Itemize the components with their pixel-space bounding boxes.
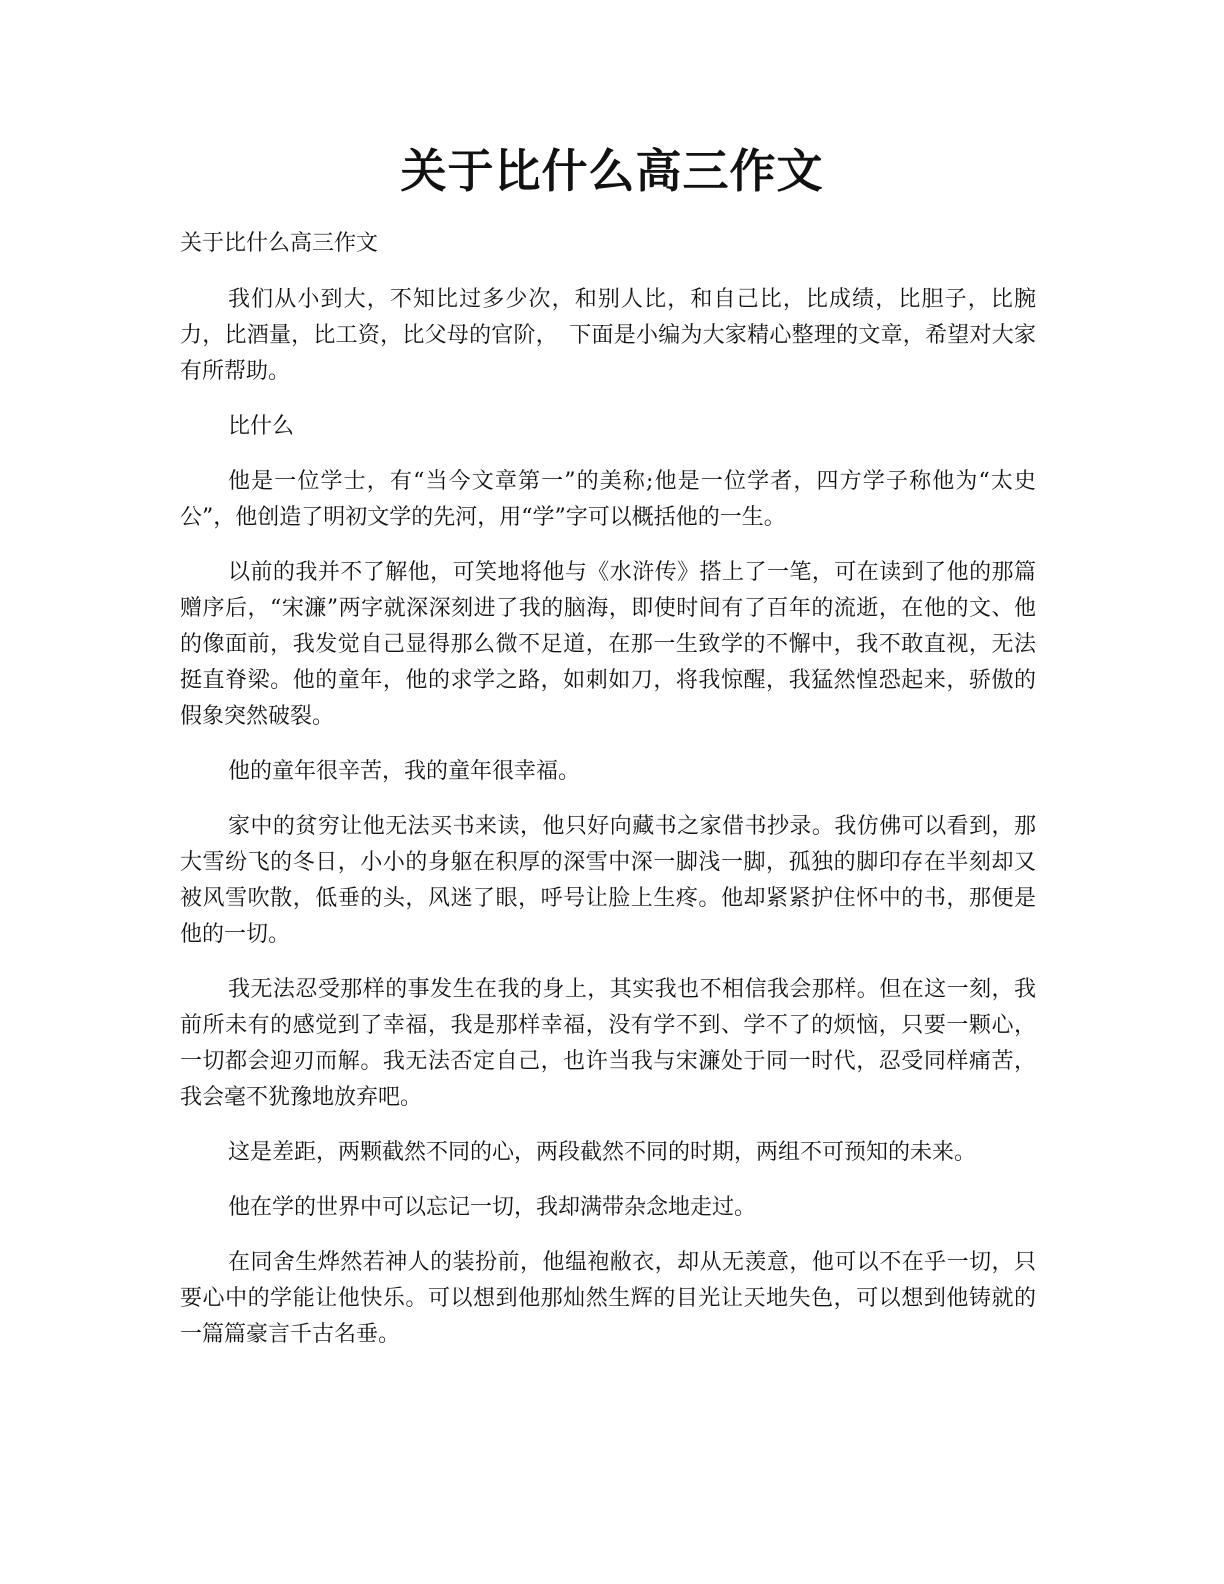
document-title: 关于比什么高三作文 — [400, 144, 824, 198]
document-body — [180, 226, 1036, 1372]
paragraph: 这是差距，两颗截然不同的心，两段截然不同的时期，两组不可预知的未来。 — [228, 1140, 977, 1165]
paragraph: 他在学的世界中可以忘记一切，我却满带杂念地走过。 — [228, 1195, 757, 1220]
paragraph: 他的童年很辛苦，我的童年很幸福。 — [228, 759, 581, 784]
paragraph-heading: 比什么 — [228, 414, 295, 439]
paragraph-intro: 我们从小到大，不知比过多少次，和别人比，和自己比，比成绩，比胆子，比腕力，比酒量，比工资，比父母的官阶， 下面是小编为大家精心整理的文章，希望对大家有所帮助。 — [180, 287, 1036, 384]
paragraph: 家中的贫穷让他无法买书来读，他只好向藏书之家借书抄录。我仿佛可以看到，那大雪纷飞的冬日，小小的身躯在积厚的深雪中深一脚浅一脚，孤独的脚印存在半刻却又被风雪吹散，低垂的头，风迷了眼，呼号让脸上生疼。他却紧紧护住怀中的书，那便是他的一切。 — [180, 814, 1036, 947]
document-subtitle: 关于比什么高三作文 — [180, 231, 379, 256]
paragraph: 他是一位学士，有“当今文章第一”的美称;他是一位学者，四方学子称他为“太史公”，他创造了明初文学的先河，用“学”字可以概括他的一生。 — [180, 469, 1036, 530]
paragraph: 在同舍生烨然若神人的装扮前，他缊袍敝衣，却从无羡意，他可以不在乎一切，只要心中的学能让他快乐。可以想到他那灿然生辉的目光让天地失色，可以想到他铸就的一篇篇豪言千古名垂。 — [180, 1250, 1036, 1347]
paragraph: 以前的我并不了解他，可笑地将他与《水浒传》搭上了一笔，可在读到了他的那篇赠序后，“宋濂”两字就深深刻进了我的脑海，即使时间有了百年的流逝，在他的文、他的像面前，我发觉自己显得那么微不足道，在那一生致学的不懈中，我不敢直视，无法挺直脊梁。他的童年，他的求学之路，如刺如刀，将我惊醒，我猛然惶恐起来，骄傲的假象突然破裂。 — [180, 560, 1036, 729]
paragraph: 我无法忍受那样的事发生在我的身上，其实我也不相信我会那样。但在这一刻，我前所未有的感觉到了幸福，我是那样幸福，没有学不到、学不了的烦恼，只要一颗心，一切都会迎刃而解。我无法否定自己，也许当我与宋濂处于同一时代，忍受同样痛苦，我会毫不犹豫地放弃吧。 — [180, 977, 1036, 1110]
